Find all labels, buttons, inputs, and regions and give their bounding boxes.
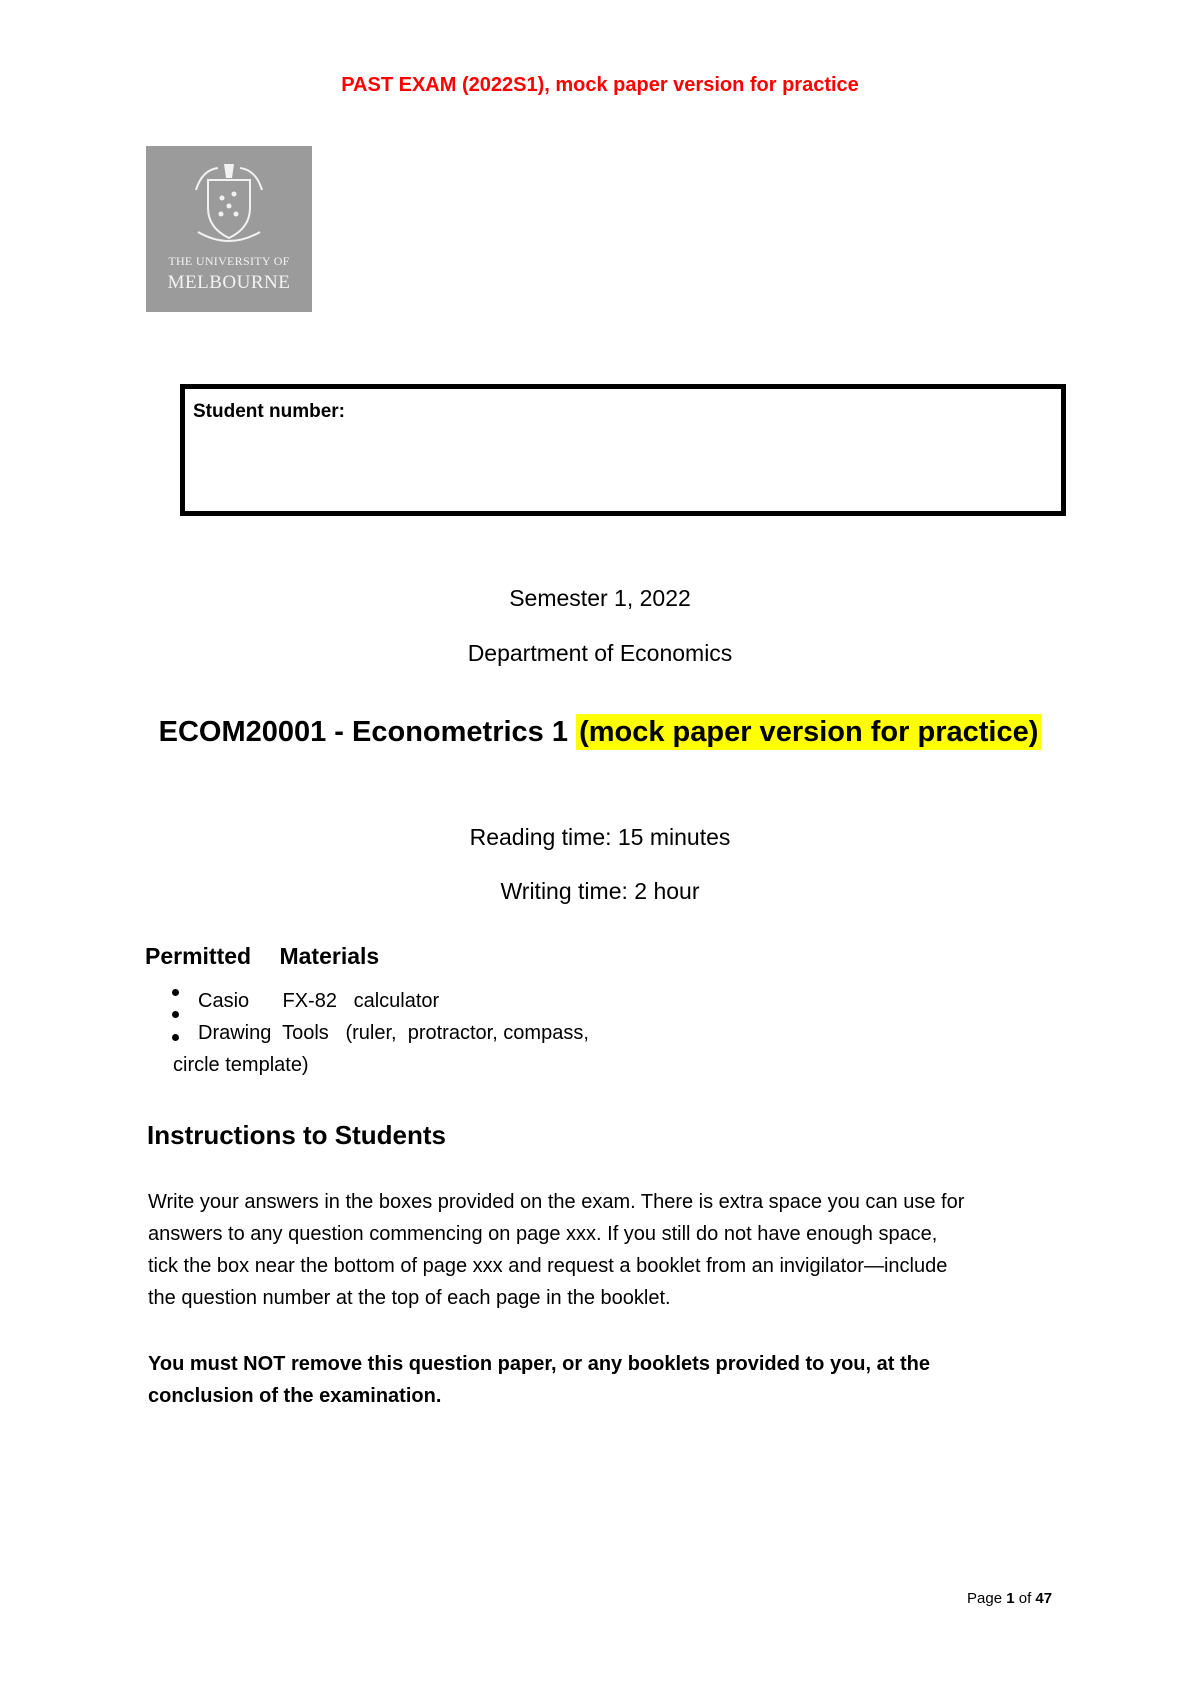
department-line: Department of Economics bbox=[467, 640, 733, 666]
student-number-box[interactable] bbox=[180, 384, 1066, 516]
university-logo bbox=[146, 146, 312, 312]
exam-header-note: PAST EXAM (2022S1), mock paper version for practice bbox=[341, 74, 859, 96]
instructions-warning bbox=[148, 1348, 1068, 1412]
permitted-materials-heading bbox=[145, 943, 379, 970]
crest-icon bbox=[188, 160, 270, 248]
material-item: circle template) bbox=[173, 1054, 309, 1076]
course-title-highlight: (mock paper version for practice) bbox=[576, 714, 1041, 750]
permitted-word: Permitted bbox=[145, 943, 252, 969]
writing-time: Writing time: 2 hour bbox=[500, 878, 700, 904]
warning-line: conclusion of the examination. bbox=[148, 1385, 442, 1407]
page-number bbox=[967, 1590, 1052, 1607]
paragraph-line: tick the box near the bottom of page xxx and request a booklet from an invigilator—include bbox=[148, 1255, 948, 1277]
student-number-label: Student number: bbox=[193, 401, 345, 422]
warning-line: You must NOT remove this question paper, or any booklets provided to you, at the bbox=[148, 1353, 930, 1375]
page-prefix: Page bbox=[967, 1590, 1003, 1607]
logo-text-line2: MELBOURNE bbox=[167, 272, 291, 293]
semester-line: Semester 1, 2022 bbox=[509, 585, 691, 611]
course-title-main: ECOM20001 - Econometrics 1 bbox=[158, 716, 568, 748]
reading-time: Reading time: 15 minutes bbox=[469, 824, 731, 850]
paragraph-line: Write your answers in the boxes provided on the exam. There is extra space you can use for bbox=[148, 1191, 965, 1213]
paragraph-line: the question number at the top of each page in the booklet. bbox=[148, 1287, 671, 1309]
instructions-heading: Instructions to Students bbox=[147, 1120, 446, 1150]
paragraph-line: answers to any question commencing on page xxx. If you still do not have enough space, bbox=[148, 1223, 938, 1245]
page-total: 47 bbox=[1035, 1590, 1053, 1607]
page-of: of bbox=[1018, 1590, 1032, 1607]
material-item: Drawing Tools (ruler, protractor, compass, bbox=[198, 1022, 589, 1044]
instructions-paragraph bbox=[148, 1186, 1068, 1314]
bullet-icon bbox=[172, 1034, 179, 1041]
page-current: 1 bbox=[1006, 1590, 1015, 1607]
logo-text-line1: THE UNIVERSITY OF bbox=[168, 254, 290, 268]
course-title bbox=[0, 716, 1200, 749]
bullet-icon bbox=[172, 1011, 179, 1018]
bullet-icon bbox=[172, 989, 179, 996]
material-item: Casio FX-82 calculator bbox=[198, 990, 440, 1012]
materials-word: Materials bbox=[279, 943, 380, 969]
